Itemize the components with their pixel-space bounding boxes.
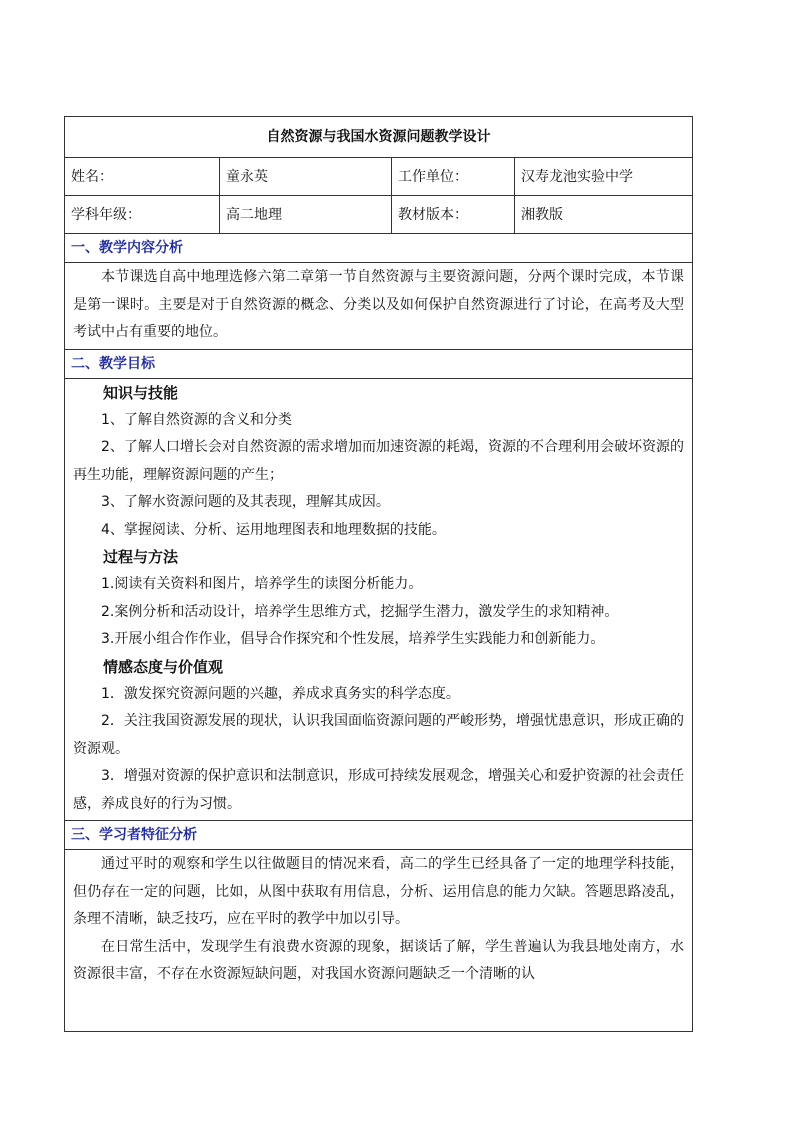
subheading-process: 过程与方法 [103, 548, 179, 566]
learner-analysis-cell [65, 850, 693, 1032]
process-item: 1.阅读有关资料和图片，培养学生的读图分析能力。 [101, 576, 423, 592]
content-analysis-cell [65, 263, 693, 350]
subject-value: 高二地理 [220, 196, 392, 234]
subheading-knowledge: 知识与技能 [103, 383, 179, 402]
subheading-emotion: 情感态度与价值观 [103, 657, 224, 676]
knowledge-item: 3、了解水资源问题的及其表现，理解其成因。 [101, 494, 390, 510]
emotion-item: 1．激发探究资源问题的兴趣，养成求真务实的科学态度。 [101, 685, 460, 702]
knowledge-item: 4、掌握阅读、分析、运用地理图表和地理数据的技能。 [101, 521, 446, 538]
process-item: 2.案例分析和活动设计，培养学生思维方式，挖掘学生潜力，激发学生的求知精神。 [101, 603, 619, 620]
section-heading-learner-analysis: 三、学习者特征分析 [65, 821, 693, 850]
subject-label: 学科年级： [65, 196, 220, 234]
process-item: 3.开展小组合作作业，倡导合作探究和个性发展，培养学生实践能力和创新能力。 [101, 631, 605, 647]
content-analysis-text: 本节课选自高中地理选修六第二章第一节自然资源与主要资源问题，分两个课时完成，本节课是第一课时。主要是对于自然资源的概念、分类以及如何保护自然资源进行了讨论，在高考及大型考试中占有重要的地位。 [73, 269, 684, 340]
emotion-item: 3．增强对资源的保护意识和法制意识，形成可持续发展观念，增强关心和爱护资源的社会责任感，养成良好的行为习惯。 [73, 768, 684, 812]
name-label: 姓名： [65, 158, 220, 196]
learner-paragraph: 通过平时的观察和学生以往做题目的情况来看，高二的学生已经具备了一定的地理学科技能，但仍存在一定的问题，比如，从图中获取有用信息，分析、运用信息的能力欠缺。答题思路凌乱，条理不清晰，缺乏技巧，应在平时的教学中加以引导。 [73, 856, 684, 927]
unit-value: 汉寿龙池实验中学 [515, 158, 693, 196]
lesson-plan-table [64, 116, 693, 1032]
section-heading-objectives: 二、教学目标 [65, 349, 693, 378]
name-value: 童永英 [220, 158, 392, 196]
edition-label: 教材版本： [392, 196, 515, 234]
unit-label: 工作单位： [392, 158, 515, 196]
document-title: 自然资源与我国水资源问题教学设计 [65, 117, 693, 158]
learner-paragraph: 在日常生活中，发现学生有浪费水资源的现象，据谈话了解，学生普遍认为我县地处南方，水资源很丰富，不存在水资源短缺问题，对我国水资源问题缺乏一个清晰的认 [73, 938, 684, 982]
objectives-cell [65, 378, 693, 821]
emotion-item: 2．关注我国资源发展的现状，认识我国面临资源问题的严峻形势，增强忧患意识，形成正确的资源观。 [73, 713, 684, 757]
knowledge-item: 1、了解自然资源的含义和分类 [101, 411, 292, 428]
section-heading-content-analysis: 一、教学内容分析 [65, 234, 693, 263]
edition-value: 湘教版 [515, 196, 693, 234]
knowledge-item: 2、了解人口增长会对自然资源的需求增加而加速资源的耗竭，资源的不合理利用会破坏资源的再生功能，理解资源问题的产生； [73, 439, 684, 483]
